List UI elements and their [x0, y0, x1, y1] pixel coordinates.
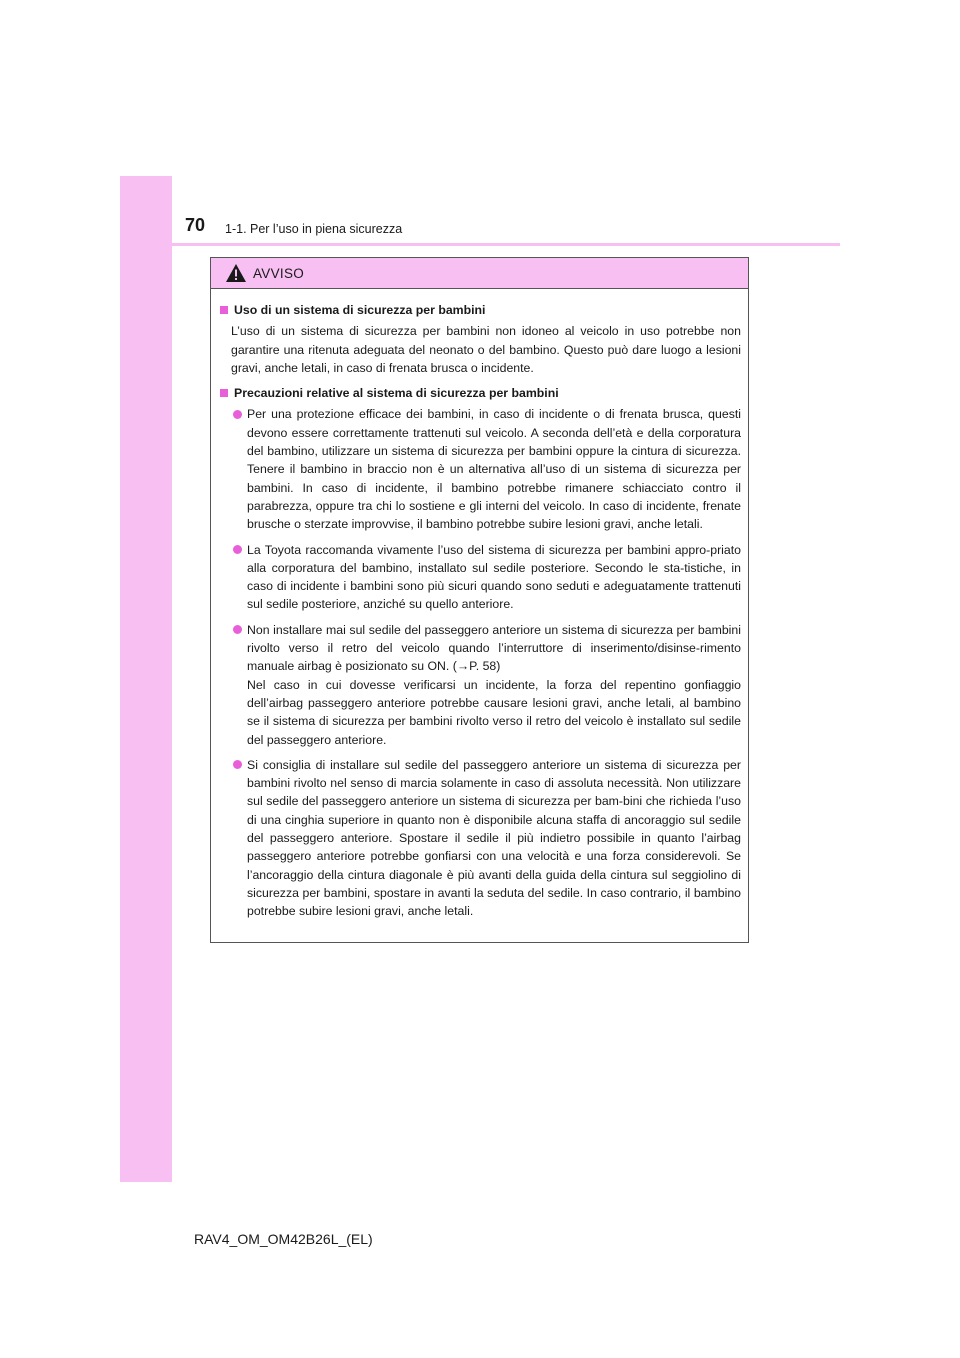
list-item	[220, 541, 741, 614]
section-paragraph: L’uso di un sistema di sicurezza per bambini non idoneo al veicolo in uso potrebbe non garantire una ritenuta adeguata del neonato o del bambino. Questo può dare luogo a lesioni gravi, anche letali, in caso di frenata brusca o incidente.	[231, 324, 741, 375]
circle-bullet-icon	[233, 545, 242, 554]
square-bullet-icon	[220, 306, 228, 314]
header-divider	[120, 243, 840, 246]
circle-bullet-icon	[233, 760, 242, 769]
circle-bullet-icon	[233, 410, 242, 419]
side-color-bar	[120, 176, 172, 1182]
list-item-text: Si consiglia di installare sul sedile del passeggero anteriore un sistema di sicurezza per bambini rivolto nel senso di marcia solamente in caso di assoluta necessità. Non utilizzare sul sedile del passeggero anteriore un sistema di sicurezza per bam-bini che richieda l’uso di una cinghia superiore in quanto non è disponibile alcuna staffa di ancoraggio sul sedile del passeggero anteriore. Spostare il sedile il più indietro possibile in quanto l’airbag passeggero anteriore potrebbe gonfiarsi con una velocità e una forza considerevoli. Se l’ancoraggio della cintura diagonale è più avanti della guida della cintura sul seggiolino di sicurezza per bambini, spostare in avanti la seduta del sedile. In caso contrario, il bambino potrebbe subire lesioni gravi, anche letali.	[247, 757, 741, 919]
square-bullet-icon	[220, 389, 228, 397]
section-title: 1-1. Per l’uso in piena sicurezza	[225, 222, 403, 236]
warning-header	[211, 258, 748, 289]
warning-label: AVVISO	[253, 265, 305, 281]
list-item-text: La Toyota raccomanda vivamente l’uso del sistema di sicurezza per bambini appro-priato alla corporatura del bambino, installato sul sedile posteriore. Secondo le sta-tistiche, in caso di incidente i bambini sono più sicuri quando sono seduti e adeguatamente trattenuti sul sedile posteriore, anziché su quello anteriore.	[247, 542, 741, 612]
warning-box	[210, 257, 749, 943]
warning-body	[211, 289, 748, 921]
list-item-text: Per una protezione efficace dei bambini, in caso di incidente o di frenata brusca, questi devono essere correttamente trattenuti sul veicolo. A seconda dell’età e della corporatura del bambino, utilizzare un sistema di sicurezza per bambini oppure la cintura di sicurezza. Tenere il bambino in braccio non è un alternativa all’uso di un sistema di sicurezza per bambini. In caso di incidente, il bambino potrebbe rimanere schiacciato contro il parabrezza, oppure tra chi lo sostiene e gli interni del veicolo. In caso di incidente, frenate brusche o sterzate improvvise, il bambino potrebbe subire lesioni gravi, anche letali.	[247, 407, 741, 532]
page-number: 70	[185, 215, 206, 235]
list-item	[220, 405, 741, 533]
section-heading-text: Uso di un sistema di sicurezza per bambini	[234, 303, 486, 317]
list-item	[220, 621, 741, 749]
section-heading-text: Precauzioni relative al sistema di sicurezza per bambini	[234, 386, 559, 401]
section-heading	[220, 301, 741, 319]
document-code: RAV4_OM_OM42B26L_(EL)	[194, 1231, 373, 1247]
list-item	[220, 756, 741, 921]
section-heading	[220, 384, 741, 402]
list-item-text: Non installare mai sul sedile del passeggero anteriore un sistema di sicurezza per bambini rivolto verso il retro del veicolo quando l’interruttore di inserimento/disinse-rimento manuale airbag è posizionato su ON. (→P. 58) Nel caso in cui dovesse verificarsi un incidente, la forza del repentino gonfiaggio dell’airbag passeggero anteriore potrebbe causare lesioni gravi, anche letali, al bambino se il sistema di sicurezza per bambini rivolto verso il retro del veicolo è installato sul sedile del passeggero anteriore.	[247, 622, 741, 747]
warning-triangle-icon	[225, 263, 247, 283]
circle-bullet-icon	[233, 625, 242, 634]
